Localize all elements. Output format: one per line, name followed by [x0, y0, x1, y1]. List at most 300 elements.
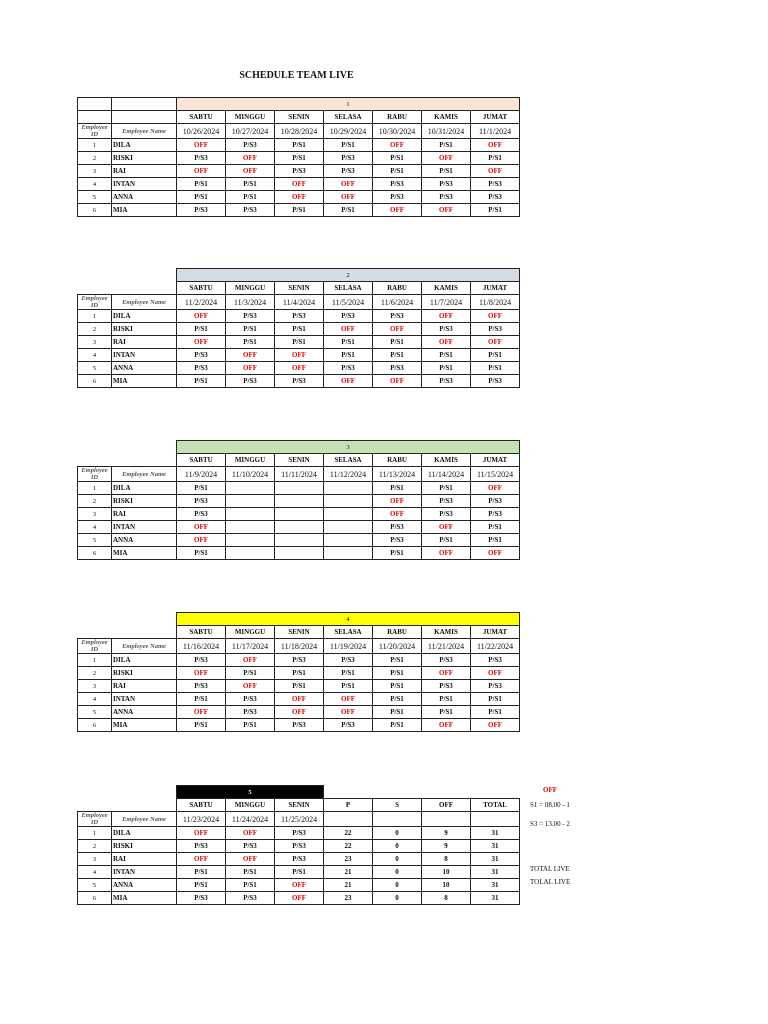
- shift-cell: P/S1: [275, 152, 324, 165]
- shift-cell: OFF: [324, 323, 373, 336]
- employee-id: 5: [78, 879, 112, 892]
- date-cell: 11/1/2024: [471, 124, 520, 139]
- summary-cell: 22: [324, 840, 373, 853]
- employee-name: RAI: [112, 680, 177, 693]
- employee-id: 3: [78, 853, 112, 866]
- shift-cell: P/S1: [324, 349, 373, 362]
- day-header: MINGGU: [226, 454, 275, 467]
- shift-cell: P/S1: [177, 547, 226, 560]
- table-row: [78, 139, 520, 152]
- employee-id: 3: [78, 680, 112, 693]
- shift-cell: [275, 547, 324, 560]
- day-header: JUMAT: [471, 454, 520, 467]
- summary-cell: 23: [324, 892, 373, 905]
- shift-cell: P/S1: [275, 336, 324, 349]
- shift-cell: P/S3: [177, 495, 226, 508]
- shift-cell: P/S1: [226, 178, 275, 191]
- shift-cell: [324, 534, 373, 547]
- week-1-table: [77, 97, 520, 217]
- date-cell: 11/13/2024: [373, 467, 422, 482]
- shift-cell: OFF: [422, 719, 471, 732]
- table-row: [78, 706, 520, 719]
- employee-name: ANNA: [112, 191, 177, 204]
- date-cell: 11/16/2024: [177, 639, 226, 654]
- shift-cell: OFF: [275, 892, 324, 905]
- day-header: SELASA: [324, 111, 373, 124]
- table-row: [78, 667, 520, 680]
- shift-cell: P/S3: [275, 827, 324, 840]
- shift-cell: P/S3: [471, 178, 520, 191]
- summary-blank: [422, 812, 471, 827]
- shift-cell: P/S1: [471, 521, 520, 534]
- table-row: [78, 853, 520, 866]
- shift-cell: P/S3: [177, 654, 226, 667]
- week-5-table: [77, 785, 520, 905]
- legend-s1: S1 = 08.00 - 1: [530, 801, 570, 809]
- shift-cell: OFF: [177, 165, 226, 178]
- employee-id-header: Employee ID: [78, 812, 112, 827]
- date-cell: 11/22/2024: [471, 639, 520, 654]
- day-header: MINGGU: [226, 111, 275, 124]
- table-row: [78, 178, 520, 191]
- date-cell: 10/26/2024: [177, 124, 226, 139]
- shift-cell: P/S1: [177, 866, 226, 879]
- shift-cell: P/S1: [471, 204, 520, 217]
- table-row: [78, 482, 520, 495]
- week-number: 5: [177, 786, 324, 799]
- shift-cell: OFF: [324, 191, 373, 204]
- day-header: MINGGU: [226, 282, 275, 295]
- corner-cell: [78, 111, 112, 124]
- employee-name-header: Employee Name: [112, 639, 177, 654]
- date-cell: 11/17/2024: [226, 639, 275, 654]
- employee-id-header: Employee ID: [78, 467, 112, 482]
- table-row: [78, 892, 520, 905]
- shift-cell: OFF: [373, 375, 422, 388]
- shift-cell: P/S1: [422, 165, 471, 178]
- date-cell: 11/21/2024: [422, 639, 471, 654]
- summary-cell: 0: [373, 866, 422, 879]
- shift-cell: P/S3: [471, 680, 520, 693]
- shift-cell: P/S1: [422, 693, 471, 706]
- day-header: RABU: [373, 626, 422, 639]
- shift-cell: OFF: [373, 323, 422, 336]
- summary-header: S: [373, 799, 422, 812]
- table-row: [78, 534, 520, 547]
- legend-s3: S3 = 13.00 - 2: [530, 820, 570, 828]
- shift-cell: P/S1: [177, 693, 226, 706]
- shift-cell: P/S1: [177, 879, 226, 892]
- shift-cell: OFF: [275, 349, 324, 362]
- shift-cell: P/S1: [275, 139, 324, 152]
- date-cell: 11/3/2024: [226, 295, 275, 310]
- shift-cell: P/S1: [373, 152, 422, 165]
- shift-cell: OFF: [226, 349, 275, 362]
- shift-cell: P/S3: [226, 204, 275, 217]
- employee-id: 6: [78, 547, 112, 560]
- shift-cell: P/S3: [324, 719, 373, 732]
- shift-cell: OFF: [373, 495, 422, 508]
- week-number: 3: [177, 441, 520, 454]
- shift-cell: P/S3: [226, 693, 275, 706]
- date-cell: 11/11/2024: [275, 467, 324, 482]
- employee-name: ANNA: [112, 879, 177, 892]
- day-header: JUMAT: [471, 626, 520, 639]
- shift-cell: P/S3: [226, 139, 275, 152]
- shift-cell: OFF: [275, 362, 324, 375]
- day-header: SENIN: [275, 799, 324, 812]
- shift-cell: P/S1: [373, 719, 422, 732]
- shift-cell: [275, 521, 324, 534]
- employee-name: INTAN: [112, 349, 177, 362]
- employee-name-header: Employee Name: [112, 124, 177, 139]
- shift-cell: P/S3: [373, 362, 422, 375]
- shift-cell: OFF: [324, 375, 373, 388]
- shift-cell: OFF: [422, 152, 471, 165]
- shift-cell: P/S3: [275, 719, 324, 732]
- table-row: [78, 508, 520, 521]
- table-row: [78, 336, 520, 349]
- employee-id: 1: [78, 482, 112, 495]
- shift-cell: P/S1: [373, 693, 422, 706]
- summary-cell: 31: [471, 827, 520, 840]
- shift-cell: OFF: [422, 547, 471, 560]
- summary-cell: 10: [422, 879, 471, 892]
- day-header: RABU: [373, 282, 422, 295]
- day-header: SABTU: [177, 454, 226, 467]
- summary-cell: 31: [471, 853, 520, 866]
- employee-id: 4: [78, 866, 112, 879]
- employee-name: RISKI: [112, 323, 177, 336]
- date-cell: 10/30/2024: [373, 124, 422, 139]
- shift-cell: P/S3: [275, 165, 324, 178]
- shift-cell: P/S1: [471, 534, 520, 547]
- employee-name: DILA: [112, 482, 177, 495]
- employee-id: 1: [78, 827, 112, 840]
- employee-name: INTAN: [112, 521, 177, 534]
- shift-cell: P/S1: [324, 139, 373, 152]
- legend-tolal-live: TOLAL LIVE: [530, 878, 571, 886]
- shift-cell: OFF: [373, 508, 422, 521]
- shift-cell: P/S3: [275, 840, 324, 853]
- shift-cell: OFF: [471, 482, 520, 495]
- day-header: MINGGU: [226, 799, 275, 812]
- date-cell: 11/18/2024: [275, 639, 324, 654]
- shift-cell: OFF: [226, 165, 275, 178]
- shift-cell: P/S3: [177, 680, 226, 693]
- week-2-table: [77, 268, 520, 388]
- shift-cell: OFF: [275, 191, 324, 204]
- shift-cell: P/S1: [226, 866, 275, 879]
- shift-cell: OFF: [177, 827, 226, 840]
- shift-cell: OFF: [373, 139, 422, 152]
- shift-cell: P/S1: [177, 323, 226, 336]
- employee-id: 5: [78, 362, 112, 375]
- shift-cell: P/S3: [177, 840, 226, 853]
- summary-cell: 0: [373, 879, 422, 892]
- table-row: [78, 310, 520, 323]
- legend-off: OFF: [543, 786, 557, 794]
- shift-cell: P/S1: [324, 680, 373, 693]
- shift-cell: P/S3: [471, 191, 520, 204]
- shift-cell: OFF: [177, 534, 226, 547]
- employee-id: 4: [78, 349, 112, 362]
- shift-cell: OFF: [471, 547, 520, 560]
- employee-name: ANNA: [112, 706, 177, 719]
- employee-name: RAI: [112, 853, 177, 866]
- shift-cell: P/S1: [373, 667, 422, 680]
- shift-cell: P/S1: [422, 534, 471, 547]
- employee-name: RAI: [112, 336, 177, 349]
- employee-name: RISKI: [112, 667, 177, 680]
- employee-name: MIA: [112, 204, 177, 217]
- shift-cell: OFF: [471, 165, 520, 178]
- day-header: RABU: [373, 111, 422, 124]
- employee-id: 3: [78, 336, 112, 349]
- summary-cell: 31: [471, 866, 520, 879]
- shift-cell: OFF: [226, 853, 275, 866]
- shift-cell: P/S1: [324, 204, 373, 217]
- employee-name: MIA: [112, 547, 177, 560]
- shift-cell: OFF: [226, 654, 275, 667]
- shift-cell: [324, 547, 373, 560]
- shift-cell: P/S1: [471, 349, 520, 362]
- table-row: [78, 495, 520, 508]
- shift-cell: [324, 482, 373, 495]
- table-row: [78, 680, 520, 693]
- shift-cell: P/S1: [471, 693, 520, 706]
- employee-name: RAI: [112, 165, 177, 178]
- table-row: [78, 362, 520, 375]
- summary-cell: 9: [422, 827, 471, 840]
- shift-cell: P/S1: [471, 706, 520, 719]
- shift-cell: P/S1: [373, 654, 422, 667]
- employee-name-header: Employee Name: [112, 467, 177, 482]
- shift-cell: [324, 508, 373, 521]
- shift-cell: P/S1: [177, 375, 226, 388]
- shift-cell: P/S3: [422, 191, 471, 204]
- shift-cell: P/S3: [471, 495, 520, 508]
- corner-cell: [78, 98, 112, 111]
- shift-cell: P/S1: [422, 362, 471, 375]
- shift-cell: P/S1: [373, 349, 422, 362]
- employee-name: MIA: [112, 719, 177, 732]
- shift-cell: P/S3: [177, 152, 226, 165]
- summary-header: P: [324, 799, 373, 812]
- date-cell: 10/27/2024: [226, 124, 275, 139]
- day-header: KAMIS: [422, 454, 471, 467]
- summary-cell: 31: [471, 892, 520, 905]
- shift-cell: P/S3: [373, 178, 422, 191]
- summary-blank: [471, 812, 520, 827]
- shift-cell: P/S1: [471, 152, 520, 165]
- shift-cell: OFF: [324, 693, 373, 706]
- shift-cell: P/S3: [373, 534, 422, 547]
- employee-name: DILA: [112, 139, 177, 152]
- summary-cell: 21: [324, 866, 373, 879]
- shift-cell: P/S1: [275, 866, 324, 879]
- employee-id: 6: [78, 375, 112, 388]
- shift-cell: [226, 495, 275, 508]
- table-row: [78, 866, 520, 879]
- date-cell: 11/9/2024: [177, 467, 226, 482]
- day-header: KAMIS: [422, 111, 471, 124]
- shift-cell: P/S1: [177, 719, 226, 732]
- date-cell: 11/5/2024: [324, 295, 373, 310]
- employee-name: DILA: [112, 310, 177, 323]
- date-cell: 11/4/2024: [275, 295, 324, 310]
- shift-cell: OFF: [422, 521, 471, 534]
- employee-id: 4: [78, 521, 112, 534]
- employee-id: 6: [78, 719, 112, 732]
- shift-cell: P/S3: [471, 654, 520, 667]
- shift-cell: OFF: [471, 667, 520, 680]
- shift-cell: P/S3: [226, 310, 275, 323]
- shift-cell: [324, 495, 373, 508]
- shift-cell: [226, 521, 275, 534]
- shift-cell: OFF: [177, 521, 226, 534]
- date-cell: 11/24/2024: [226, 812, 275, 827]
- shift-cell: P/S3: [324, 310, 373, 323]
- shift-cell: OFF: [177, 667, 226, 680]
- shift-cell: P/S1: [373, 482, 422, 495]
- summary-blank: [324, 812, 373, 827]
- shift-cell: OFF: [422, 336, 471, 349]
- shift-cell: OFF: [422, 667, 471, 680]
- employee-name-header: Employee Name: [112, 295, 177, 310]
- employee-id-header: Employee ID: [78, 295, 112, 310]
- summary-cell: 10: [422, 866, 471, 879]
- shift-cell: OFF: [275, 178, 324, 191]
- shift-cell: P/S1: [177, 191, 226, 204]
- shift-cell: [275, 495, 324, 508]
- shift-cell: OFF: [471, 139, 520, 152]
- shift-cell: P/S1: [373, 336, 422, 349]
- date-cell: 11/14/2024: [422, 467, 471, 482]
- week-4-table: [77, 612, 520, 732]
- date-cell: 10/31/2024: [422, 124, 471, 139]
- shift-cell: P/S1: [275, 204, 324, 217]
- employee-id-header: Employee ID: [78, 639, 112, 654]
- shift-cell: [226, 482, 275, 495]
- summary-header: OFF: [422, 799, 471, 812]
- shift-cell: P/S3: [422, 495, 471, 508]
- summary-cell: 8: [422, 853, 471, 866]
- shift-cell: P/S1: [226, 191, 275, 204]
- summary-cell: 23: [324, 853, 373, 866]
- employee-id: 2: [78, 840, 112, 853]
- employee-id: 2: [78, 152, 112, 165]
- employee-id: 5: [78, 534, 112, 547]
- shift-cell: OFF: [226, 152, 275, 165]
- shift-cell: P/S3: [422, 654, 471, 667]
- table-row: [78, 152, 520, 165]
- date-cell: 11/12/2024: [324, 467, 373, 482]
- shift-cell: P/S3: [373, 310, 422, 323]
- shift-cell: OFF: [177, 139, 226, 152]
- shift-cell: [226, 547, 275, 560]
- shift-cell: OFF: [177, 336, 226, 349]
- summary-cell: 9: [422, 840, 471, 853]
- shift-cell: P/S1: [324, 336, 373, 349]
- date-cell: 11/6/2024: [373, 295, 422, 310]
- shift-cell: OFF: [471, 310, 520, 323]
- shift-cell: OFF: [177, 706, 226, 719]
- table-row: [78, 654, 520, 667]
- day-header: SABTU: [177, 282, 226, 295]
- shift-cell: P/S3: [177, 892, 226, 905]
- week-3-table: [77, 440, 520, 560]
- shift-cell: P/S3: [422, 680, 471, 693]
- page-title: SCHEDULE TEAM LIVE: [239, 70, 354, 81]
- employee-name: INTAN: [112, 178, 177, 191]
- shift-cell: P/S1: [226, 667, 275, 680]
- table-row: [78, 349, 520, 362]
- summary-cell: 22: [324, 827, 373, 840]
- shift-cell: OFF: [275, 706, 324, 719]
- shift-cell: P/S3: [177, 349, 226, 362]
- table-row: [78, 719, 520, 732]
- summary-cell: 0: [373, 840, 422, 853]
- shift-cell: P/S3: [177, 362, 226, 375]
- day-header: KAMIS: [422, 282, 471, 295]
- table-row: [78, 879, 520, 892]
- shift-cell: OFF: [373, 204, 422, 217]
- table-row: [78, 323, 520, 336]
- shift-cell: [275, 534, 324, 547]
- shift-cell: OFF: [226, 827, 275, 840]
- day-header: SELASA: [324, 454, 373, 467]
- date-cell: 11/25/2024: [275, 812, 324, 827]
- shift-cell: P/S3: [226, 840, 275, 853]
- table-row: [78, 827, 520, 840]
- day-header: JUMAT: [471, 282, 520, 295]
- day-header: SENIN: [275, 626, 324, 639]
- summary-cell: 0: [373, 827, 422, 840]
- shift-cell: P/S3: [275, 654, 324, 667]
- shift-cell: P/S3: [373, 191, 422, 204]
- shift-cell: P/S3: [275, 375, 324, 388]
- summary-cell: 21: [324, 879, 373, 892]
- table-row: [78, 204, 520, 217]
- employee-id: 4: [78, 693, 112, 706]
- table-row: [78, 165, 520, 178]
- day-header: SABTU: [177, 111, 226, 124]
- day-header: SABTU: [177, 799, 226, 812]
- employee-id: 6: [78, 892, 112, 905]
- employee-id: 1: [78, 139, 112, 152]
- employee-id: 1: [78, 654, 112, 667]
- employee-name: ANNA: [112, 362, 177, 375]
- shift-cell: P/S3: [471, 508, 520, 521]
- employee-name: INTAN: [112, 693, 177, 706]
- shift-cell: [324, 521, 373, 534]
- summary-cell: 31: [471, 879, 520, 892]
- shift-cell: P/S3: [226, 706, 275, 719]
- day-header: SELASA: [324, 282, 373, 295]
- shift-cell: P/S1: [422, 706, 471, 719]
- table-row: [78, 521, 520, 534]
- shift-cell: P/S1: [324, 667, 373, 680]
- employee-name: ANNA: [112, 534, 177, 547]
- shift-cell: P/S3: [226, 892, 275, 905]
- date-cell: 11/19/2024: [324, 639, 373, 654]
- date-cell: 11/15/2024: [471, 467, 520, 482]
- date-cell: 11/2/2024: [177, 295, 226, 310]
- employee-id: 6: [78, 204, 112, 217]
- day-header: SENIN: [275, 454, 324, 467]
- table-row: [78, 191, 520, 204]
